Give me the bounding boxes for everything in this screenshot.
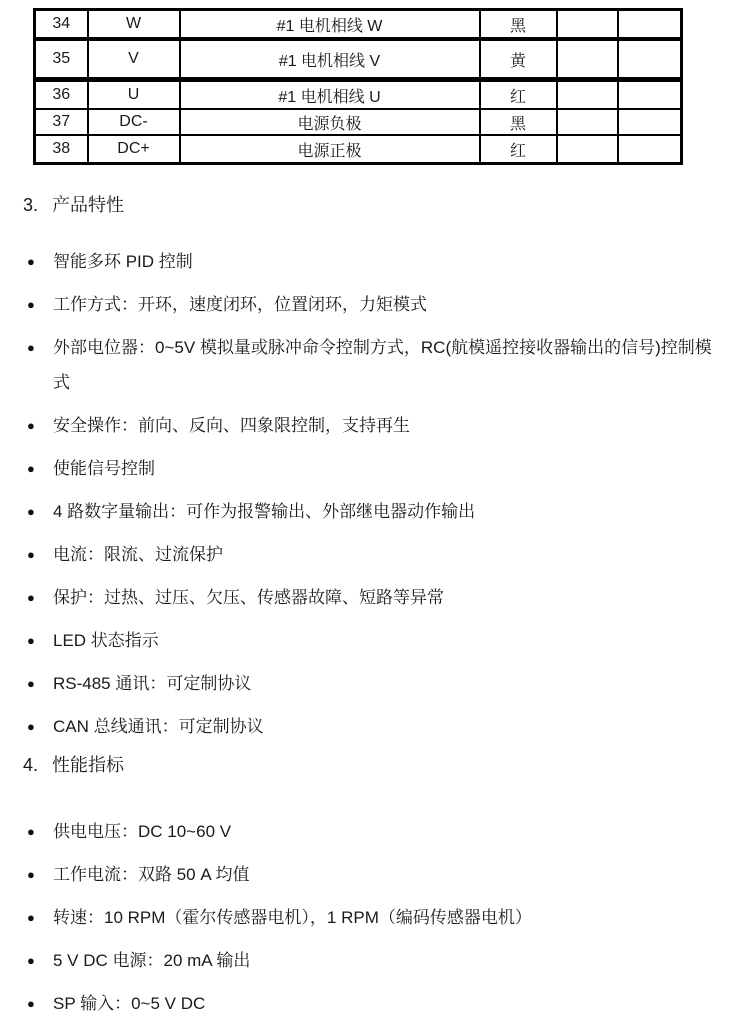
table-row <box>35 39 682 80</box>
cell-description: #1 电机相线 U <box>180 80 480 110</box>
cell-wire-color: 黄 <box>480 39 557 80</box>
section-title: 性能指标 <box>52 755 124 775</box>
list-item <box>27 537 725 572</box>
table-row <box>35 109 682 135</box>
section-number: 4. <box>23 755 39 775</box>
list-item <box>27 666 725 701</box>
list-item <box>27 287 725 322</box>
bullet-icon: ● <box>27 504 35 519</box>
cell-description: 电源正极 <box>180 135 480 164</box>
list-item-text: 转速：10 RPM（霍尔传感器电机），1 RPM（编码传感器电机） <box>53 908 532 927</box>
list-item-text: CAN 总线通讯：可定制协议 <box>53 717 264 736</box>
cell-wire-color: 黑 <box>480 109 557 135</box>
bullet-icon: ● <box>27 590 35 605</box>
cell-extra-1 <box>557 135 618 164</box>
bullet-icon: ● <box>27 953 35 968</box>
cell-pin-name: U <box>88 80 180 110</box>
bullet-icon: ● <box>27 633 35 648</box>
bullet-icon: ● <box>27 996 35 1011</box>
section-heading-performance-specs <box>23 752 750 778</box>
bullet-icon: ● <box>27 867 35 882</box>
list-item <box>27 451 725 486</box>
cell-extra-1 <box>557 39 618 80</box>
table-row <box>35 10 682 40</box>
bullet-icon: ● <box>27 461 35 476</box>
cell-description: 电源负极 <box>180 109 480 135</box>
cell-pin-number: 35 <box>35 39 88 80</box>
list-item <box>27 494 725 529</box>
list-item <box>27 580 725 615</box>
list-item-text: 工作方式：开环，速度闭环，位置闭环，力矩模式 <box>53 295 427 314</box>
cell-pin-name: DC+ <box>88 135 180 164</box>
cell-pin-number: 36 <box>35 80 88 110</box>
cell-extra-1 <box>557 10 618 40</box>
bullet-icon: ● <box>27 340 35 355</box>
table-row <box>35 80 682 110</box>
cell-extra-2 <box>618 109 682 135</box>
list-item-text: RS-485 通讯：可定制协议 <box>53 674 252 693</box>
list-item <box>27 986 725 1021</box>
list-item <box>27 244 725 279</box>
cell-description: #1 电机相线 W <box>180 10 480 40</box>
list-item-text: 工作电流：双路 50 A 均值 <box>53 865 250 884</box>
list-item <box>27 857 725 892</box>
bullet-icon: ● <box>27 418 35 433</box>
list-item-text: 4 路数字量输出：可作为报警输出、外部继电器动作输出 <box>53 502 476 521</box>
list-item-text: 5 V DC 电源：20 mA 输出 <box>53 951 251 970</box>
table-row <box>35 135 682 164</box>
cell-extra-1 <box>557 80 618 110</box>
list-item-text: 安全操作：前向、反向、四象限控制，支持再生 <box>53 416 410 435</box>
list-item-text: 供电电压：DC 10~60 V <box>53 822 232 841</box>
bullet-icon: ● <box>27 824 35 839</box>
list-item <box>27 709 725 744</box>
cell-pin-number: 38 <box>35 135 88 164</box>
bullet-icon: ● <box>27 676 35 691</box>
cell-pin-number: 37 <box>35 109 88 135</box>
cell-pin-name: V <box>88 39 180 80</box>
bullet-icon: ● <box>27 910 35 925</box>
list-item-text: 保护：过热、过压、欠压、传感器故障、短路等异常 <box>53 588 444 607</box>
cell-extra-2 <box>618 135 682 164</box>
cell-pin-name: W <box>88 10 180 40</box>
bullet-icon: ● <box>27 297 35 312</box>
cell-extra-2 <box>618 80 682 110</box>
list-item-text: LED 状态指示 <box>53 631 159 650</box>
list-item <box>27 623 725 658</box>
cell-pin-name: DC- <box>88 109 180 135</box>
bullet-icon: ● <box>27 547 35 562</box>
cell-wire-color: 红 <box>480 135 557 164</box>
cell-wire-color: 红 <box>480 80 557 110</box>
cell-wire-color: 黑 <box>480 10 557 40</box>
section-heading-product-features <box>23 192 750 218</box>
list-item <box>27 408 725 443</box>
list-item-text: 使能信号控制 <box>53 459 155 478</box>
pin-table <box>33 8 683 165</box>
cell-extra-2 <box>618 39 682 80</box>
list-item-text: 电流：限流、过流保护 <box>53 545 223 564</box>
list-item-text: SP 输入：0~5 V DC <box>53 994 206 1013</box>
list-item <box>27 814 725 849</box>
bullet-icon: ● <box>27 254 35 269</box>
cell-extra-2 <box>618 10 682 40</box>
list-item-text: 外部电位器：0~5V 模拟量或脉冲命令控制方式，RC(航模遥控接收器输出的信号)控制模式 <box>53 338 712 392</box>
product-features-list <box>0 244 750 744</box>
list-item <box>27 330 725 400</box>
cell-pin-number: 34 <box>35 10 88 40</box>
bullet-icon: ● <box>27 719 35 734</box>
section-title: 产品特性 <box>52 195 124 215</box>
cell-description: #1 电机相线 V <box>180 39 480 80</box>
section-number: 3. <box>23 195 39 215</box>
list-item <box>27 900 725 935</box>
list-item <box>27 943 725 978</box>
cell-extra-1 <box>557 109 618 135</box>
list-item-text: 智能多环 PID 控制 <box>53 252 193 271</box>
performance-specs-list <box>0 814 750 1021</box>
